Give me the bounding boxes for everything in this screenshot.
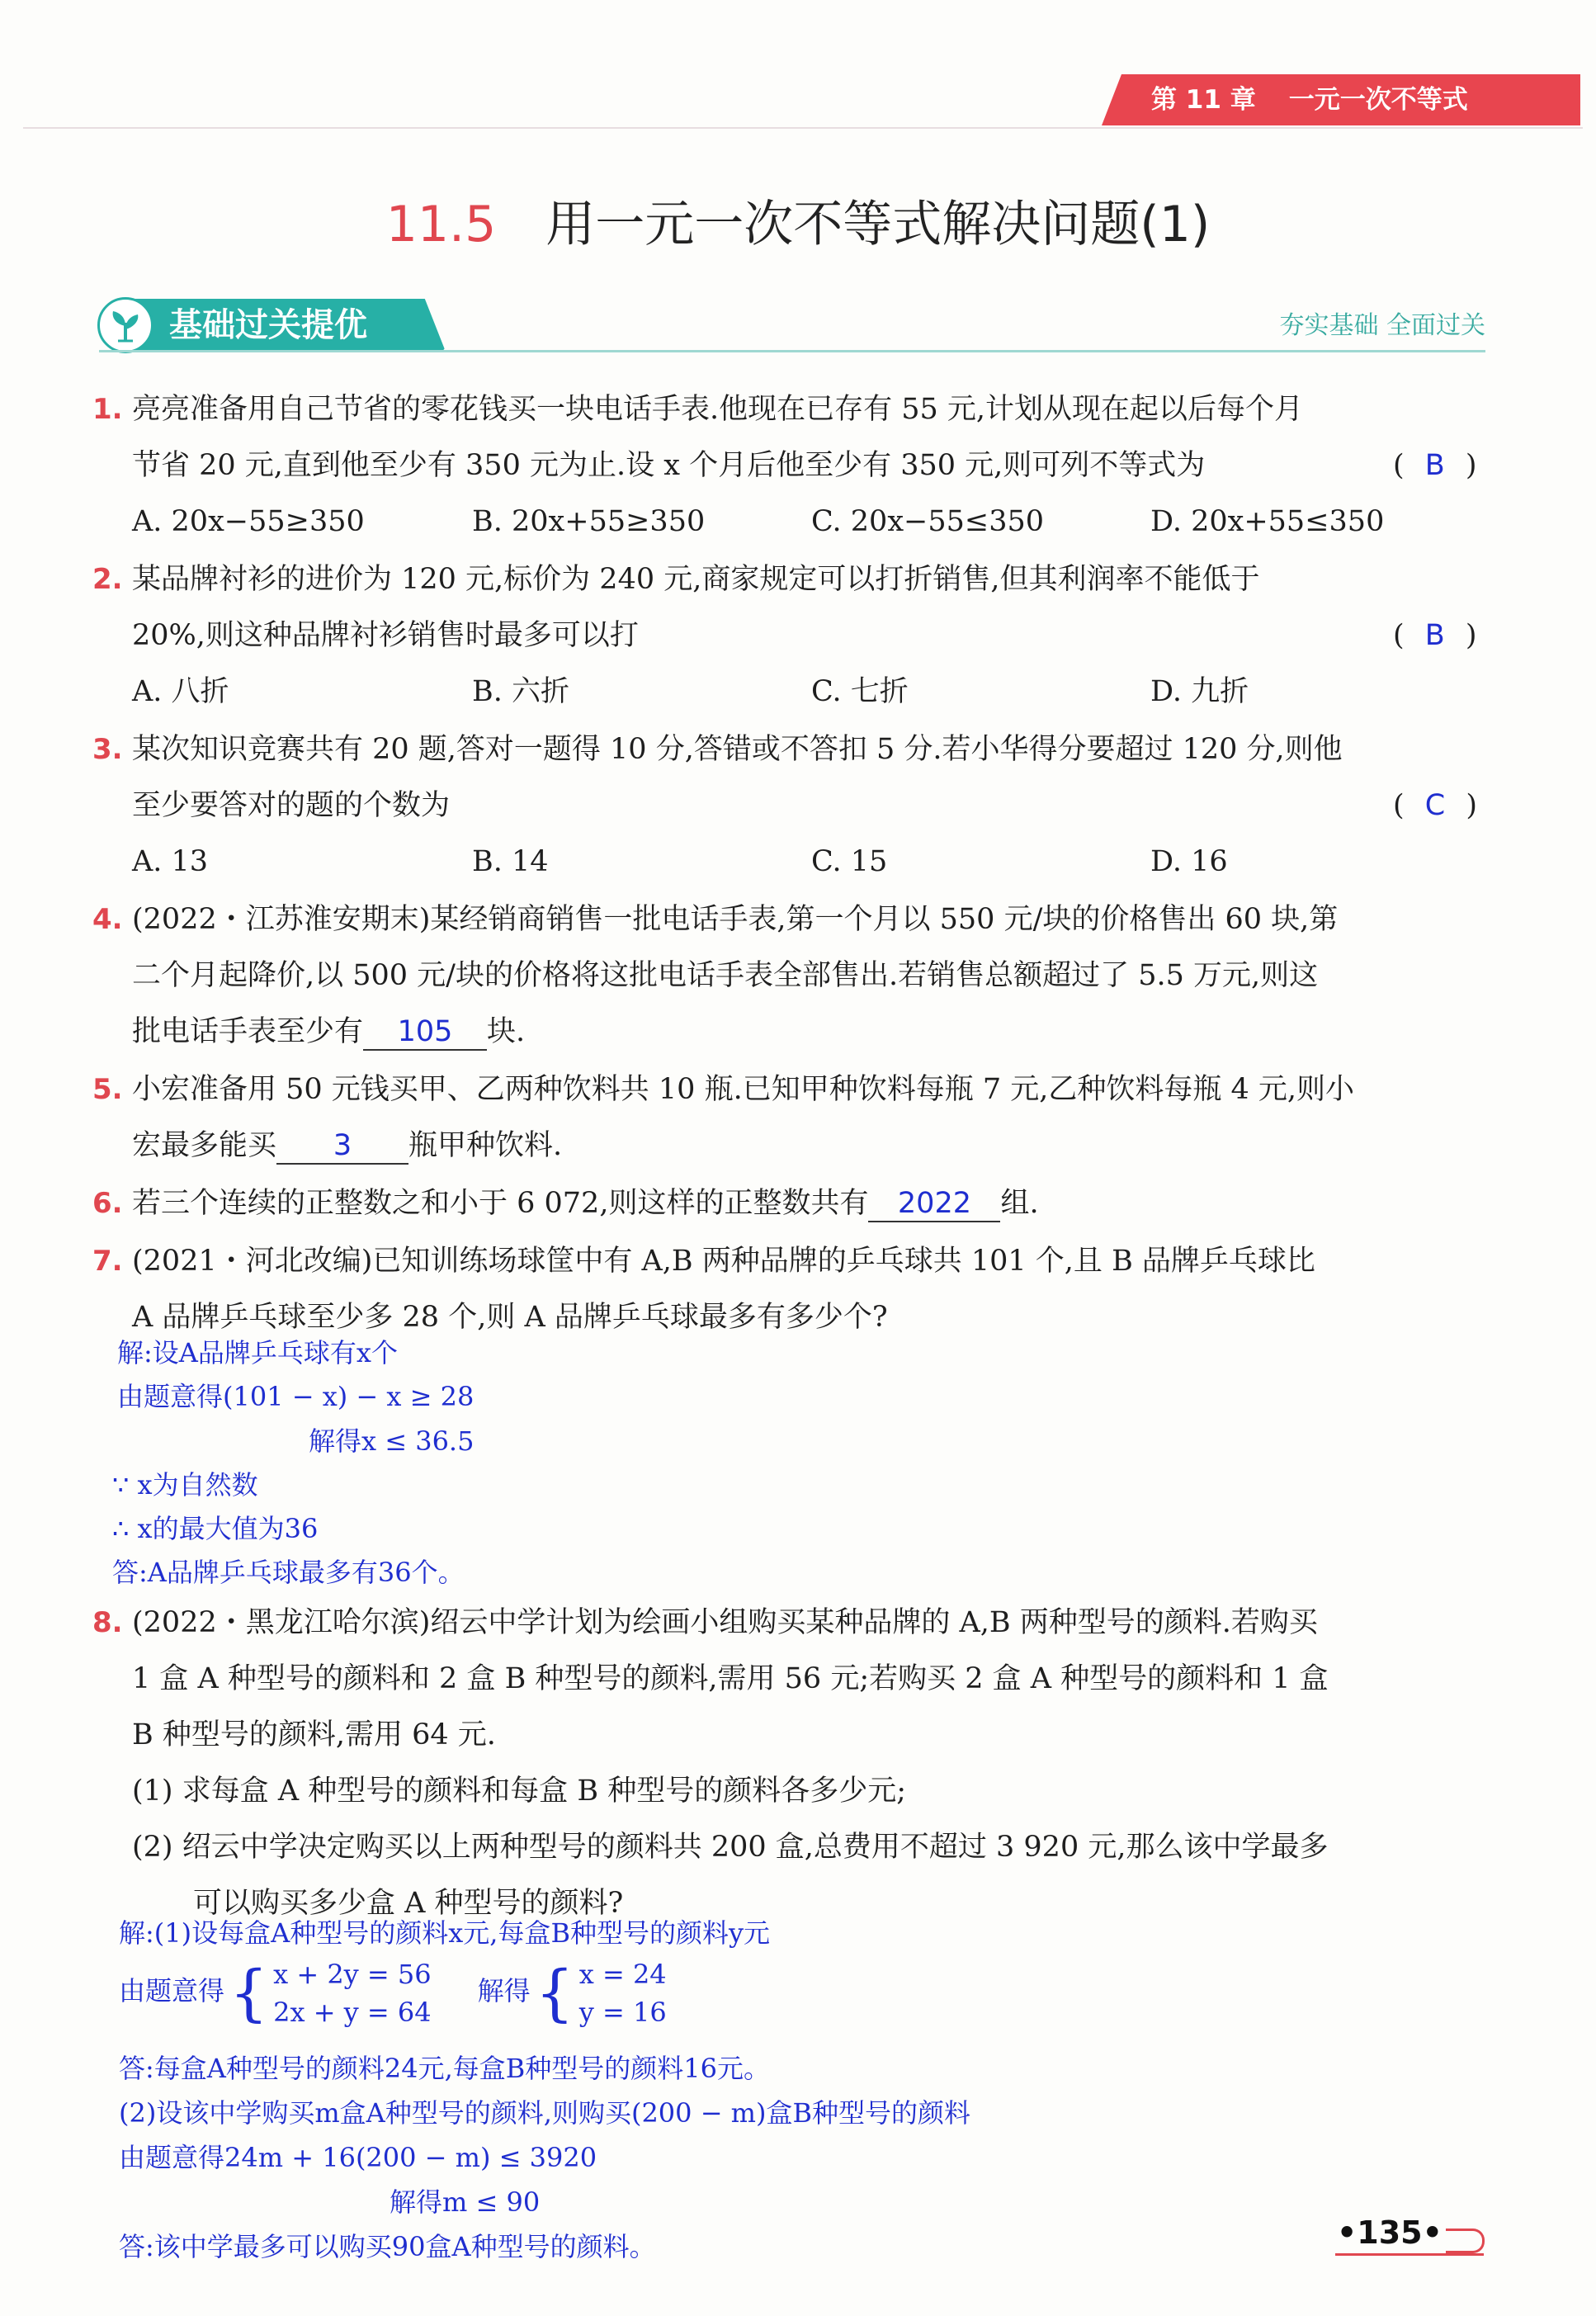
question-text: 某品牌衬衫的进价为 120 元,标价为 240 元,商家规定可以打折销售,但其利润率不能低于 [132,563,1260,596]
option: D. 九折 [1150,675,1249,708]
left-brace: { [229,1957,269,2029]
solution-line: 解得x ≤ 36.5 [309,1425,475,1457]
question-text [132,1182,1039,1225]
question-text: (2021・河北改编)已知训练场球筐中有 A,B 两种品牌的乒乓球共 101 个,且 B 品牌乒乓球比 [132,1245,1315,1278]
system-results [579,1955,667,2031]
text-segment: 批电话手表至少有 [132,1015,364,1048]
question-text: (2022・江苏淮安期末)某经销商销售一批电话手表,第一个月以 550 元/块的价格售出 60 块,第 [132,903,1339,936]
question-text: 节省 20 元,直到他至少有 350 元为止.设 x 个月后他至少有 350 元,则可列不等式为 [132,449,1206,482]
option: C. 15 [811,845,888,878]
question-text: 至少要答对的题的个数为 [132,789,451,822]
sub-question: (1) 求每盒 A 种型号的颜料和每盒 B 种型号的颜料各多少元; [132,1775,906,1808]
question-text: 20%,则这种品牌衬衫销售时最多可以打 [132,619,639,652]
choice-answer: B [1424,619,1445,652]
section-number: 11.5 [385,196,497,253]
page-number-underline [1335,2253,1484,2256]
option: A. 13 [132,845,209,878]
question-text: 1 盒 A 种型号的颜料和 2 盒 B 种型号的颜料,需用 56 元;若购买 2 盒 A 种型号的颜料和 1 盒 [132,1662,1329,1695]
equation-system [119,1953,667,2031]
solution-line: 解:(1)设每盒A种型号的颜料x元,每盒B种型号的颜料y元 [119,1917,771,1949]
answer-paren: ( B ) [1393,449,1477,482]
section-label: 基础过关提优 [169,306,367,344]
fill-answer: 2022 [868,1186,1000,1222]
choice-answer: C [1424,789,1446,822]
text-segment: 宏最多能买 [132,1129,277,1162]
system-equations [273,1955,432,2031]
chapter-number: 第 11 章 [1151,85,1256,115]
question-text: 某次知识竞赛共有 20 题,答对一题得 10 分,答错或不答扣 5 分.若小华得分要超过 120 分,则他 [132,733,1343,766]
solution-line: 由题意得(101 − x) − x ≥ 28 [117,1381,475,1412]
option: C. 20x−55≤350 [811,505,1045,538]
solution-line: 由题意得24m + 16(200 − m) ≤ 3920 [119,2142,597,2173]
solution-line: 解得m ≤ 90 [390,2186,541,2218]
page-title [0,191,1596,258]
page-curl-icon [1446,2229,1485,2253]
option: C. 七折 [811,675,909,708]
question-number: 4. [92,903,123,936]
option: B. 14 [472,845,549,878]
header-divider [23,127,1583,129]
section-tagline: 夯实基础 全面过关 [1279,311,1485,340]
question-text: 小宏准备用 50 元钱买甲、乙两种饮料共 10 瓶.已知甲种饮料每瓶 7 元,乙种饮料每瓶 4 元,则小 [132,1073,1354,1106]
choice-answer: B [1424,449,1445,482]
question-text: 二个月起降价,以 500 元/块的价格将这批电话手表全部售出.若销售总额超过了 5.5 万元,则这 [132,959,1319,992]
question-text: B 种型号的颜料,需用 64 元. [132,1718,496,1751]
solution-line: (2)设该中学购买m盒A种型号的颜料,则购买(200 − m)盒B种型号的颜料 [119,2097,971,2129]
section-title: 用一元一次不等式解决问题(1) [545,196,1211,253]
question-number: 2. [92,563,123,596]
question-number: 7. [92,1245,123,1278]
question-text [132,1124,562,1167]
page-number: •135• [1337,2214,1443,2251]
solution-line: 答:每盒A种型号的颜料24元,每盒B种型号的颜料16元。 [119,2053,771,2084]
equation: x + 2y = 56 [273,1958,432,1990]
answer-paren: ( C ) [1393,789,1478,822]
sub-question: 可以购买多少盒 A 种型号的颜料? [193,1887,624,1920]
section-underline [99,350,1485,352]
solution-label: 由题意得 [119,1975,225,2006]
option: B. 六折 [472,675,569,708]
solution-line: ∵ x为自然数 [112,1469,258,1501]
option: A. 八折 [132,675,229,708]
question-text: A 品牌乒乓球至少多 28 个,则 A 品牌乒乓球最多有多少个? [132,1301,888,1334]
solution-label: 解得 [477,1975,531,2006]
question-number: 8. [92,1606,123,1639]
question-text: (2022・黑龙江哈尔滨)绍云中学计划为绘画小组购买某种品牌的 A,B 两种型号的颜料.若购买 [132,1606,1318,1639]
option: D. 20x+55≤350 [1150,505,1385,538]
question-text: 亮亮准备用自己节省的零花钱买一块电话手表.他现在已存有 55 元,计划从现在起以后每个月 [132,393,1304,426]
text-segment: 块. [487,1015,526,1048]
question-number: 3. [92,733,123,766]
solution-line: ∴ x的最大值为36 [112,1513,319,1544]
option: B. 20x+55≥350 [472,505,706,538]
solution-line: 答:A品牌乒乓球最多有36个。 [112,1557,465,1588]
text-segment: 若三个连续的正整数之和小于 6 072,则这样的正整数共有 [132,1187,869,1220]
sub-question: (2) 绍云中学决定购买以上两种型号的颜料共 200 盒,总费用不超过 3 920 元,那么该中学最多 [132,1831,1329,1864]
chapter-header [1151,81,1580,119]
fill-answer: 105 [363,1014,487,1051]
question-number: 6. [92,1187,123,1220]
solution-line: 解:设A品牌乒乓球有x个 [117,1337,398,1368]
left-brace: { [535,1957,574,2029]
option: A. 20x−55≥350 [132,505,365,538]
question-text [132,1010,525,1053]
sprout-icon [97,297,153,353]
text-segment: 瓶甲种饮料. [408,1129,563,1162]
answer-paren: ( B ) [1393,619,1477,652]
option: D. 16 [1150,845,1228,878]
fill-answer: 3 [276,1128,408,1165]
question-number: 1. [92,393,123,426]
solution-line: 答:该中学最多可以购买90盒A种型号的颜料。 [119,2231,656,2262]
text-segment: 组. [1000,1187,1039,1220]
chapter-title: 一元一次不等式 [1288,85,1468,115]
equation: x = 24 [578,1958,667,1990]
question-number: 5. [92,1073,123,1106]
equation: y = 16 [578,1996,667,2028]
equation: 2x + y = 64 [273,1996,432,2028]
